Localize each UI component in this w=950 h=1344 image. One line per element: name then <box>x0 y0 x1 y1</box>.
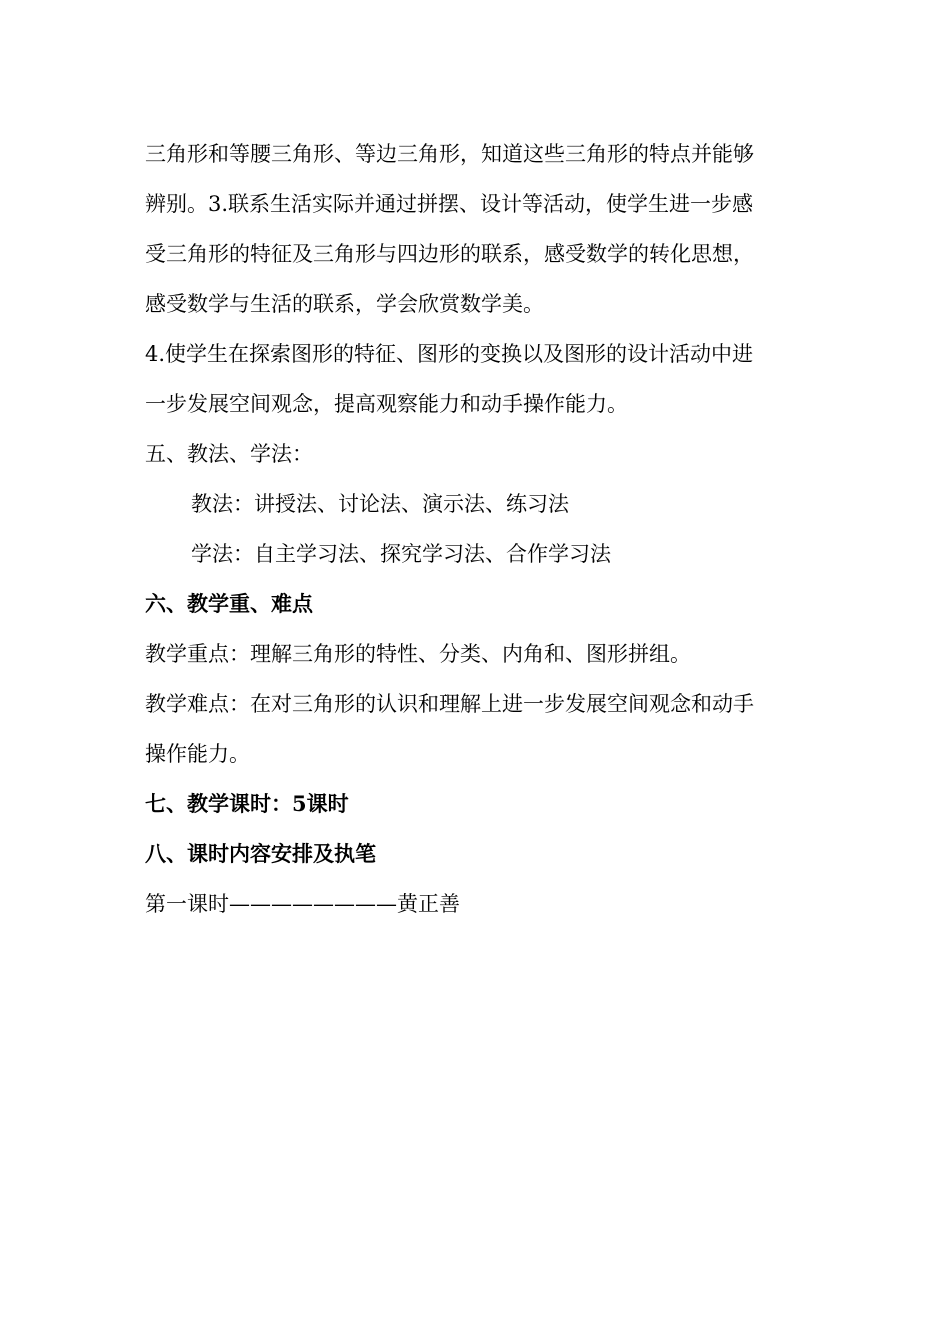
goal4-text-line-2: 一步发展空间观念，提高观察能力和动手操作能力。 <box>145 392 628 416</box>
goals-text-line-1: 三角形和等腰三角形、等边三角形，知道这些三角形的特点并能够 <box>145 142 754 166</box>
difficulty-line-1: 教学难点：在对三角形的认识和理解上进一步发展空间观念和动手 <box>145 692 754 716</box>
goals-text-line-3: 受三角形的特征及三角形与四边形的联系，感受数学的转化思想， <box>145 242 754 266</box>
goals-text-line-4: 感受数学与生活的联系，学会欣赏数学美。 <box>145 292 544 316</box>
difficulty-line-2: 操作能力。 <box>145 742 250 766</box>
section7-heading: 七、教学课时：5课时 <box>145 791 349 816</box>
section5-heading: 五、教法、学法： <box>145 442 313 466</box>
section6-heading: 六、教学重、难点 <box>145 591 313 616</box>
teaching-method-line: 教法：讲授法、讨论法、演示法、练习法 <box>191 492 569 516</box>
goals-text-line-2: 辨别。3.联系生活实际并通过拼摆、设计等活动，使学生进一步感 <box>145 192 754 216</box>
key-point-line: 教学重点：理解三角形的特性、分类、内角和、图形拼组。 <box>145 642 691 666</box>
lesson1-assignment-line: 第一课时————————黄正善 <box>145 892 460 916</box>
learning-method-line: 学法：自主学习法、探究学习法、合作学习法 <box>191 542 611 566</box>
section8-heading: 八、课时内容安排及执笔 <box>145 841 376 866</box>
document-body <box>145 129 817 929</box>
goal4-text-line-1: 4.使学生在探索图形的特征、图形的变换以及图形的设计活动中进 <box>145 342 754 366</box>
